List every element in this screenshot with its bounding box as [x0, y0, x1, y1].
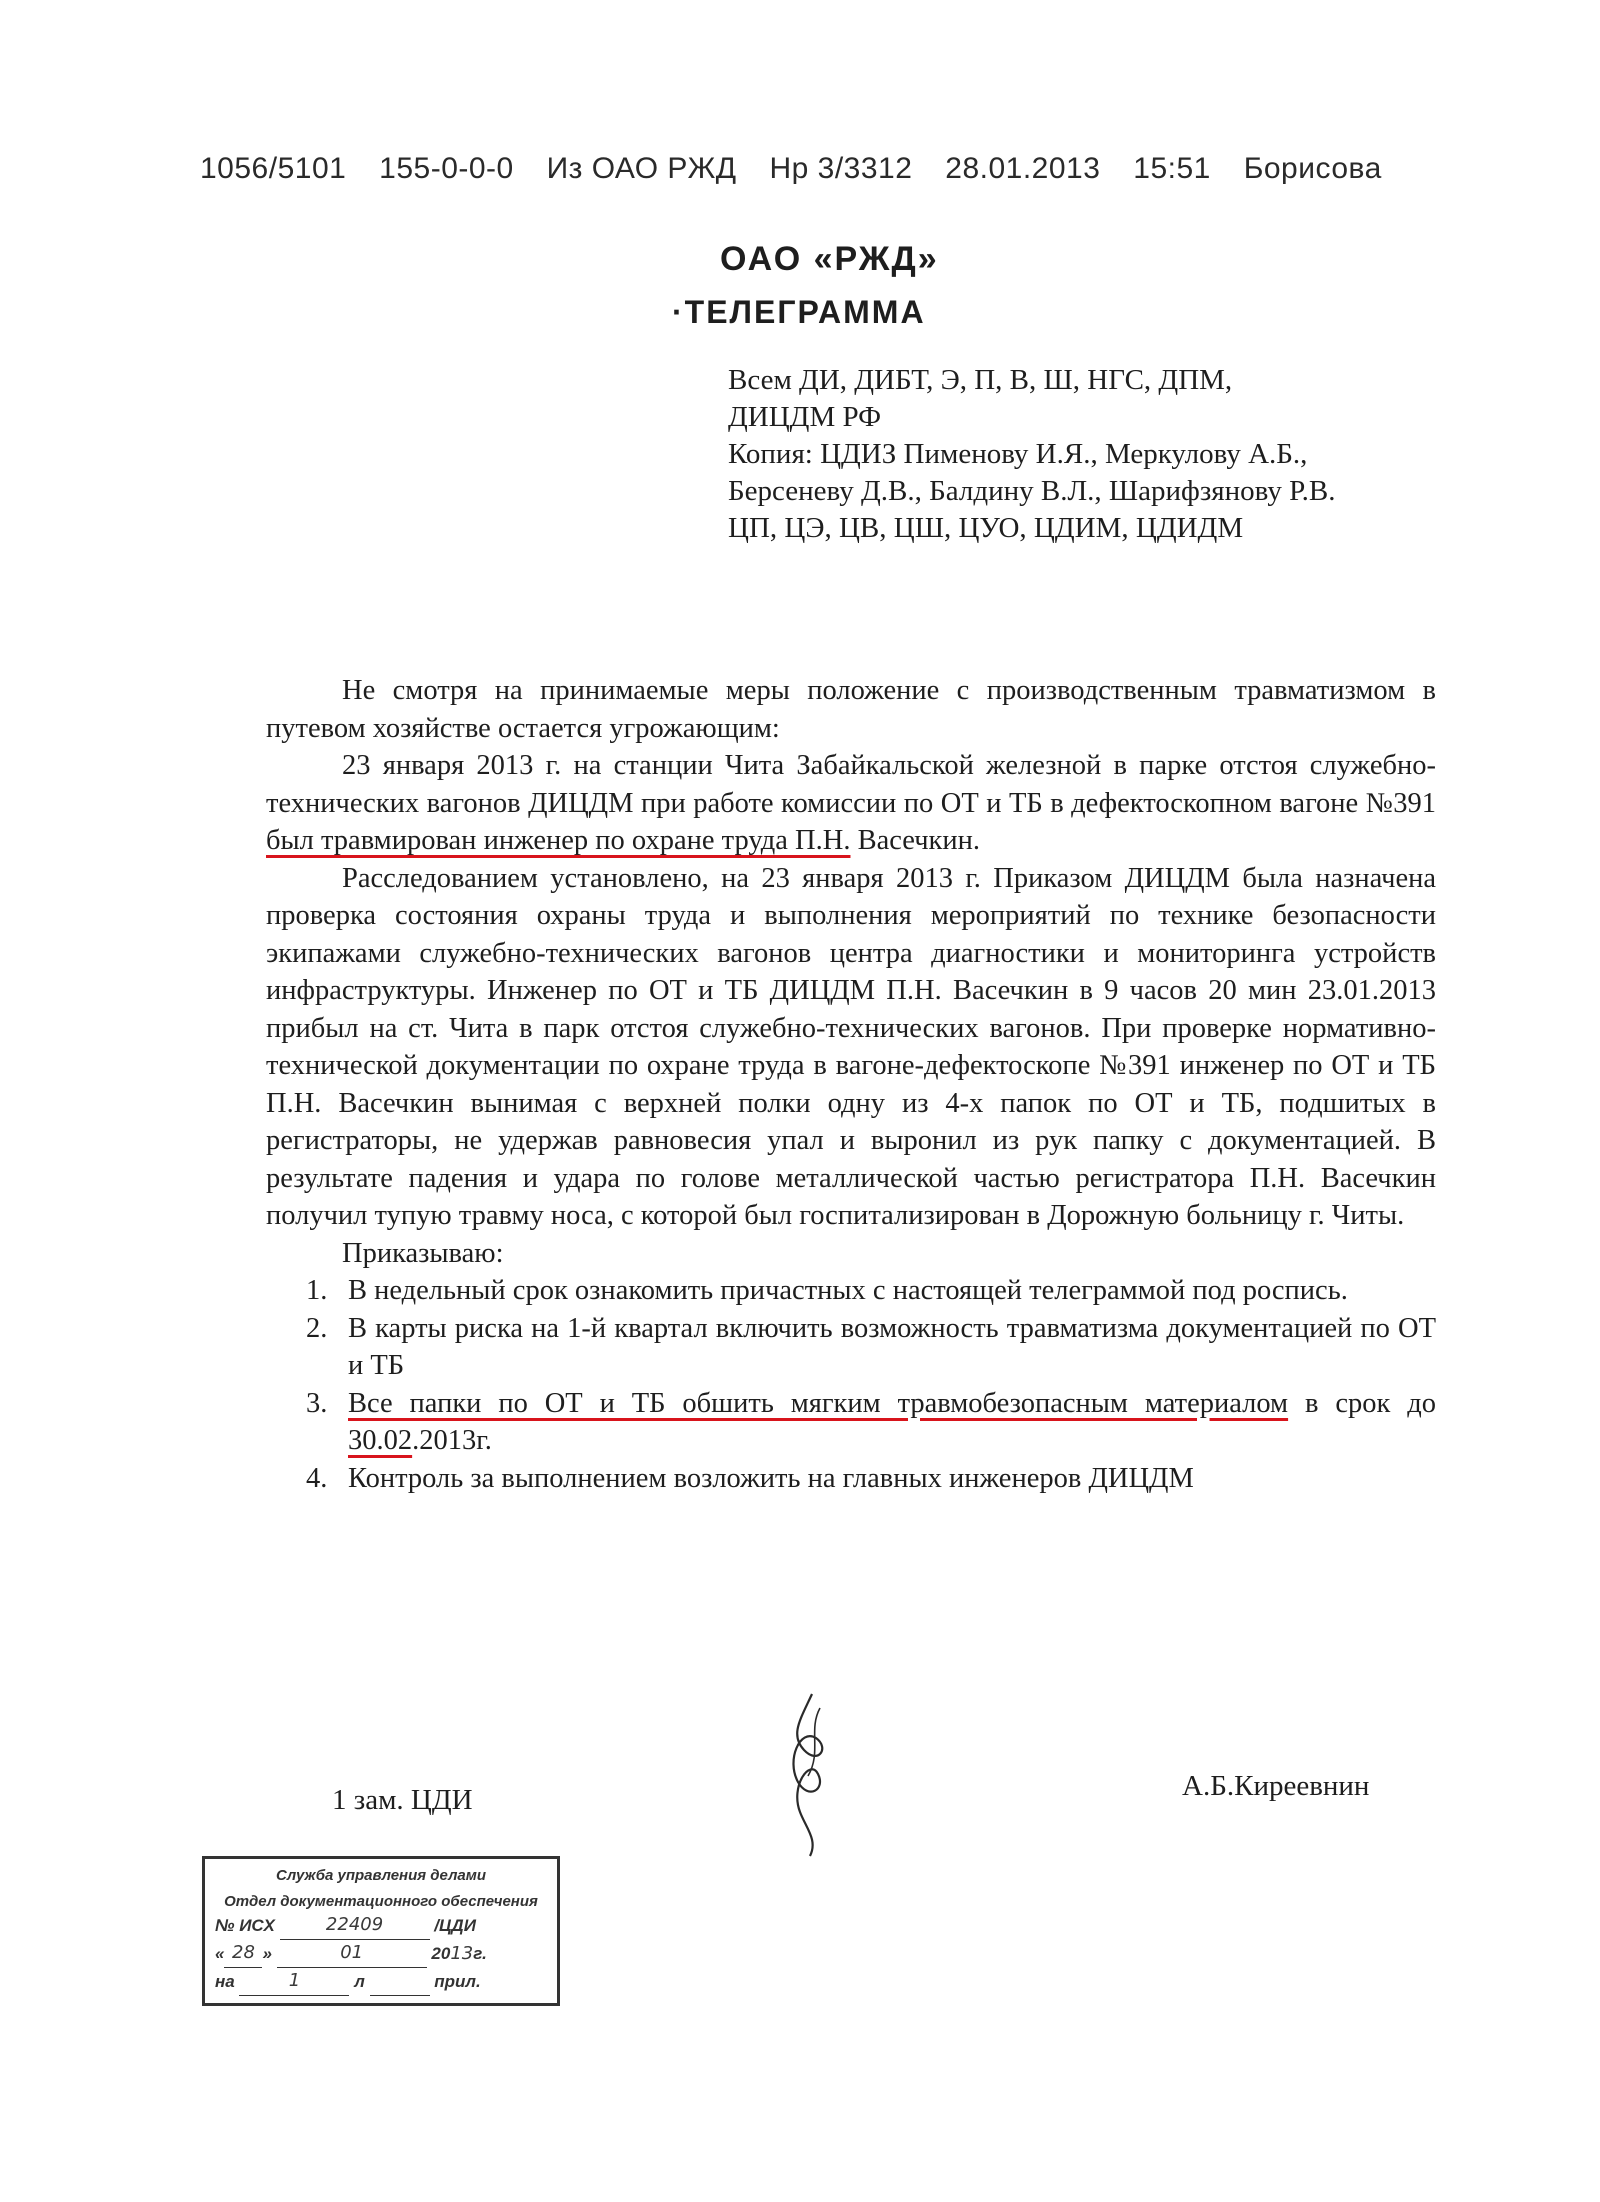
order-year: .2013г.	[412, 1425, 492, 1456]
recipient-line: Копия: ЦДИЗ Пименову И.Я., Меркулову А.Б.,	[728, 438, 1308, 470]
org-title: ОАО «РЖД»	[720, 240, 939, 278]
order-number: 4.	[306, 1462, 328, 1494]
stamp-attach-blank	[370, 1995, 430, 1996]
document-type: ·ТЕЛЕГРАММА	[672, 294, 926, 330]
order-deadline-highlight: 30.02	[348, 1425, 413, 1456]
order-text: В недельный срок ознакомить причастных с настоящей телеграммой под роспись.	[348, 1275, 1348, 1306]
incident-paragraph	[266, 747, 1436, 860]
stamp-attach-suffix: прил.	[434, 1972, 481, 1991]
order-text: в срок до	[1288, 1387, 1436, 1419]
order-text: В карты риска на 1-й квартал включить возможность травматизма документацией по ОТ и ТБ	[348, 1312, 1436, 1381]
incident-text: 23 января 2013 г. на станции Чита Забайкальской железной в парке отстоя служебно-технических вагонов ДИЦДМ при работе комиссии по ОТ и ТБ в дефектоскопном вагоне №391	[266, 750, 1436, 819]
stamp-day-close: »	[262, 1944, 272, 1963]
order-text: Контроль за выполнением возложить на главных инженеров ДИЦДМ	[348, 1462, 1194, 1494]
order-number: 2.	[306, 1312, 328, 1344]
stamp-day-value: 28	[224, 1939, 262, 1968]
stamp-number-suffix: /ЦДИ	[434, 1916, 476, 1935]
signatory-position: 1 зам. ЦДИ	[332, 1784, 473, 1816]
fax-time: 15:51	[1133, 152, 1211, 185]
order-item	[266, 1310, 1436, 1385]
order-number: 3.	[306, 1387, 328, 1419]
stamp-service: Служба управления делами	[275, 1867, 486, 1884]
order-item	[266, 1460, 1436, 1498]
intro-paragraph: Не смотря на принимаемые меры положение с производственным травматизмом в путевом хозяйстве остается угрожающим:	[266, 675, 1436, 744]
order-item	[266, 1272, 1436, 1310]
recipient-line: Берсеневу Д.В., Балдину В.Л., Шарифзянову Р.В.	[728, 475, 1336, 507]
signatory-name: А.Б.Киреевнин	[1182, 1770, 1370, 1802]
order-intro: Приказываю:	[342, 1237, 504, 1269]
stamp-month-value: 01	[277, 1939, 427, 1968]
stamp-sheets-value: 1	[239, 1967, 349, 1996]
stamp-year-value: 13	[450, 1943, 474, 1964]
recipient-line: ЦП, ЦЭ, ЦВ, ЦШ, ЦУО, ЦДИМ, ЦДИДМ	[728, 512, 1244, 544]
stamp-year-prefix: 20	[431, 1944, 451, 1963]
stamp-number-row	[205, 1911, 557, 1939]
orders-list	[266, 1272, 1436, 1497]
registration-stamp	[202, 1856, 560, 2006]
handwritten-signature	[760, 1690, 860, 1860]
stamp-on-label: на	[215, 1972, 235, 1991]
stamp-sheets-row	[205, 1967, 557, 1995]
telegram-body	[266, 672, 1436, 1497]
order-highlight: Все папки по ОТ и ТБ обшить мягким травмобезопасным материалом	[348, 1387, 1289, 1419]
incident-highlight: был травмирован инженер по охране труда П.Н.	[266, 825, 851, 856]
stamp-number-label: № ИСХ	[215, 1916, 275, 1935]
stamp-department: Отдел документационного обеспечения	[224, 1893, 538, 1910]
order-item	[266, 1385, 1436, 1460]
fax-number: Нр 3/3312	[769, 152, 913, 185]
recipients-block	[728, 362, 1428, 547]
stamp-number-value: 22409	[280, 1911, 430, 1940]
order-number: 1.	[306, 1275, 328, 1306]
stamp-attach-label: л	[354, 1972, 365, 1991]
recipient-line: Всем ДИ, ДИБТ, Э, П, В, Ш, НГС, ДПМ,	[728, 364, 1233, 396]
recipient-line: ДИЦДМ РФ	[728, 401, 882, 433]
fax-from: Из ОАО РЖД	[546, 152, 737, 185]
fax-code: 155-0-0-0	[379, 152, 514, 185]
fax-id: 1056/5101	[200, 152, 347, 185]
fax-operator: Борисова	[1243, 152, 1382, 185]
investigation-paragraph: Расследованием установлено, на 23 января 2013 г. Приказом ДИЦДМ была назначена проверка состояния охраны труда и выполнения мероприятий по технике безопасности экипажами служебно-технических вагонов центра диагностики и мониторинга устройств инфраструктуры. Инженер по ОТ и ТБ ДИЦДМ П.Н. Васечкин в 9 часов 20 мин 23.01.2013 прибыл на ст. Чита в парк отстоя служебно-технических вагонов. При проверке нормативно-технической документации по охране труда в вагоне-дефектоскопе №391 инженер по ОТ и ТБ П.Н. Васечкин вынимая с верхней полки одну из 4-х папок по ОТ и ТБ, подшитых в регистраторы, не удержав равновесия упал и выронил из рук папку с документацией. В результате падения и удара по голове металлической частью регистратора П.Н. Васечкин получил тупую травму носа, с которой был госпитализирован в Дорожную больницу г. Читы.	[266, 862, 1436, 1231]
fax-header	[200, 152, 1406, 186]
stamp-day-open: «	[215, 1944, 225, 1963]
incident-name: Васечкин.	[857, 825, 981, 856]
stamp-date-row	[205, 1939, 557, 1967]
fax-date: 28.01.2013	[945, 152, 1101, 185]
stamp-year-suffix: г.	[473, 1944, 487, 1963]
